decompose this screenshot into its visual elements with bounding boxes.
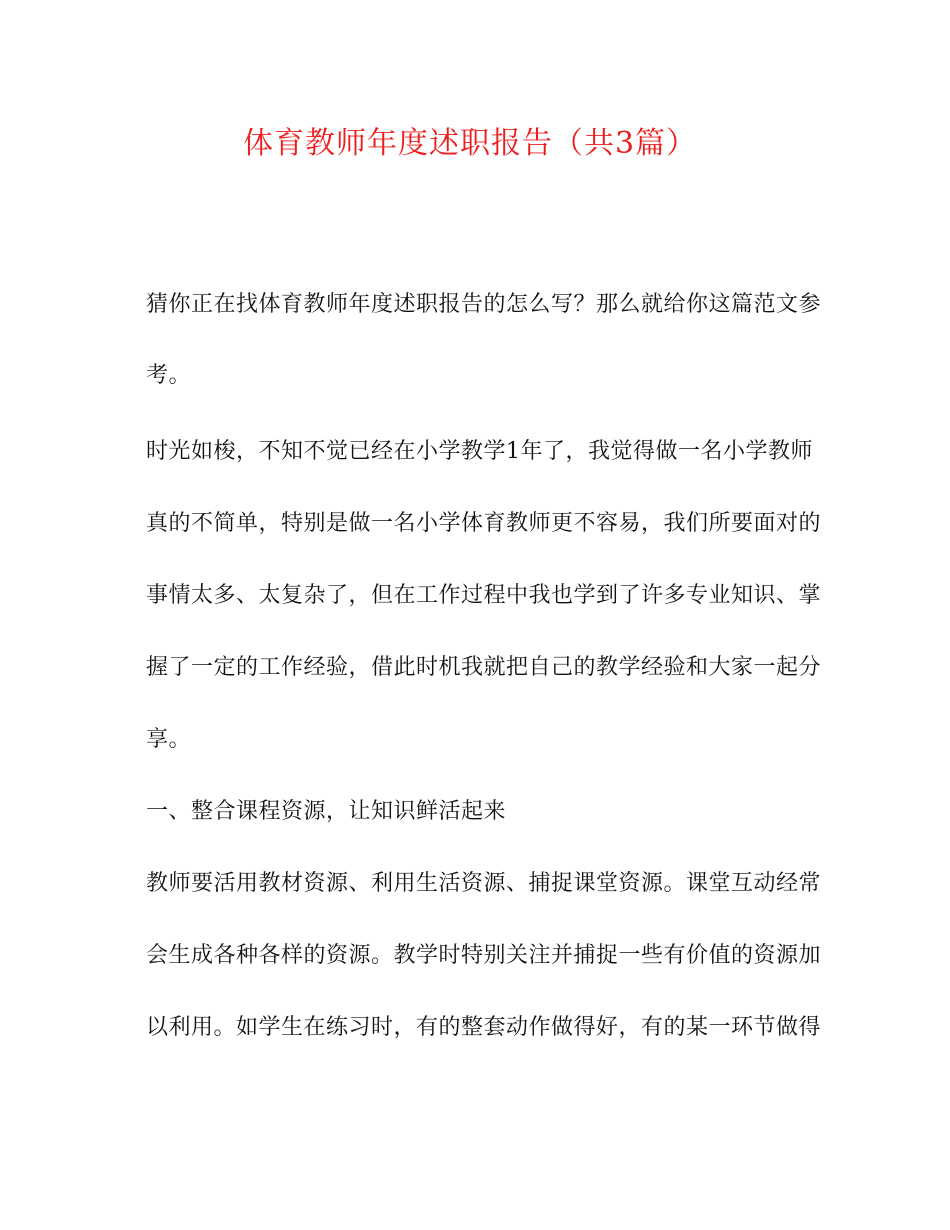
paragraph-line: 考。 [146,363,192,388]
document-title: 体育教师年度述职报告（共3篇） [242,126,698,161]
paragraph-line: 以利用。如学生在练习时，有的整套动作做得好，有的某一环节做得 [146,1015,822,1040]
paragraph-line: 握了一定的工作经验，借此时机我就把自己的教学经验和大家一起分 [146,655,822,680]
paragraph-line: 猜你正在找体育教师年度述职报告的怎么写？那么就给你这篇范文参 [146,292,822,317]
paragraph-line: 时光如梭，不知不觉已经在小学教学1年了，我觉得做一名小学教师 [146,439,813,464]
paragraph-line: 会生成各种各样的资源。教学时特别关注并捕捉一些有价值的资源加 [146,943,822,968]
paragraph-line: 享。 [146,727,192,752]
paragraph-line: 教师要活用教材资源、利用生活资源、捕捉课堂资源。课堂互动经常 [146,871,822,896]
section-heading: 一、整合课程资源，让知识鲜活起来 [146,799,507,824]
paragraph-line: 事情太多、太复杂了，但在工作过程中我也学到了许多专业知识、掌 [146,583,822,608]
paragraph-line: 真的不简单，特别是做一名小学体育教师更不容易，我们所要面对的 [146,511,822,536]
